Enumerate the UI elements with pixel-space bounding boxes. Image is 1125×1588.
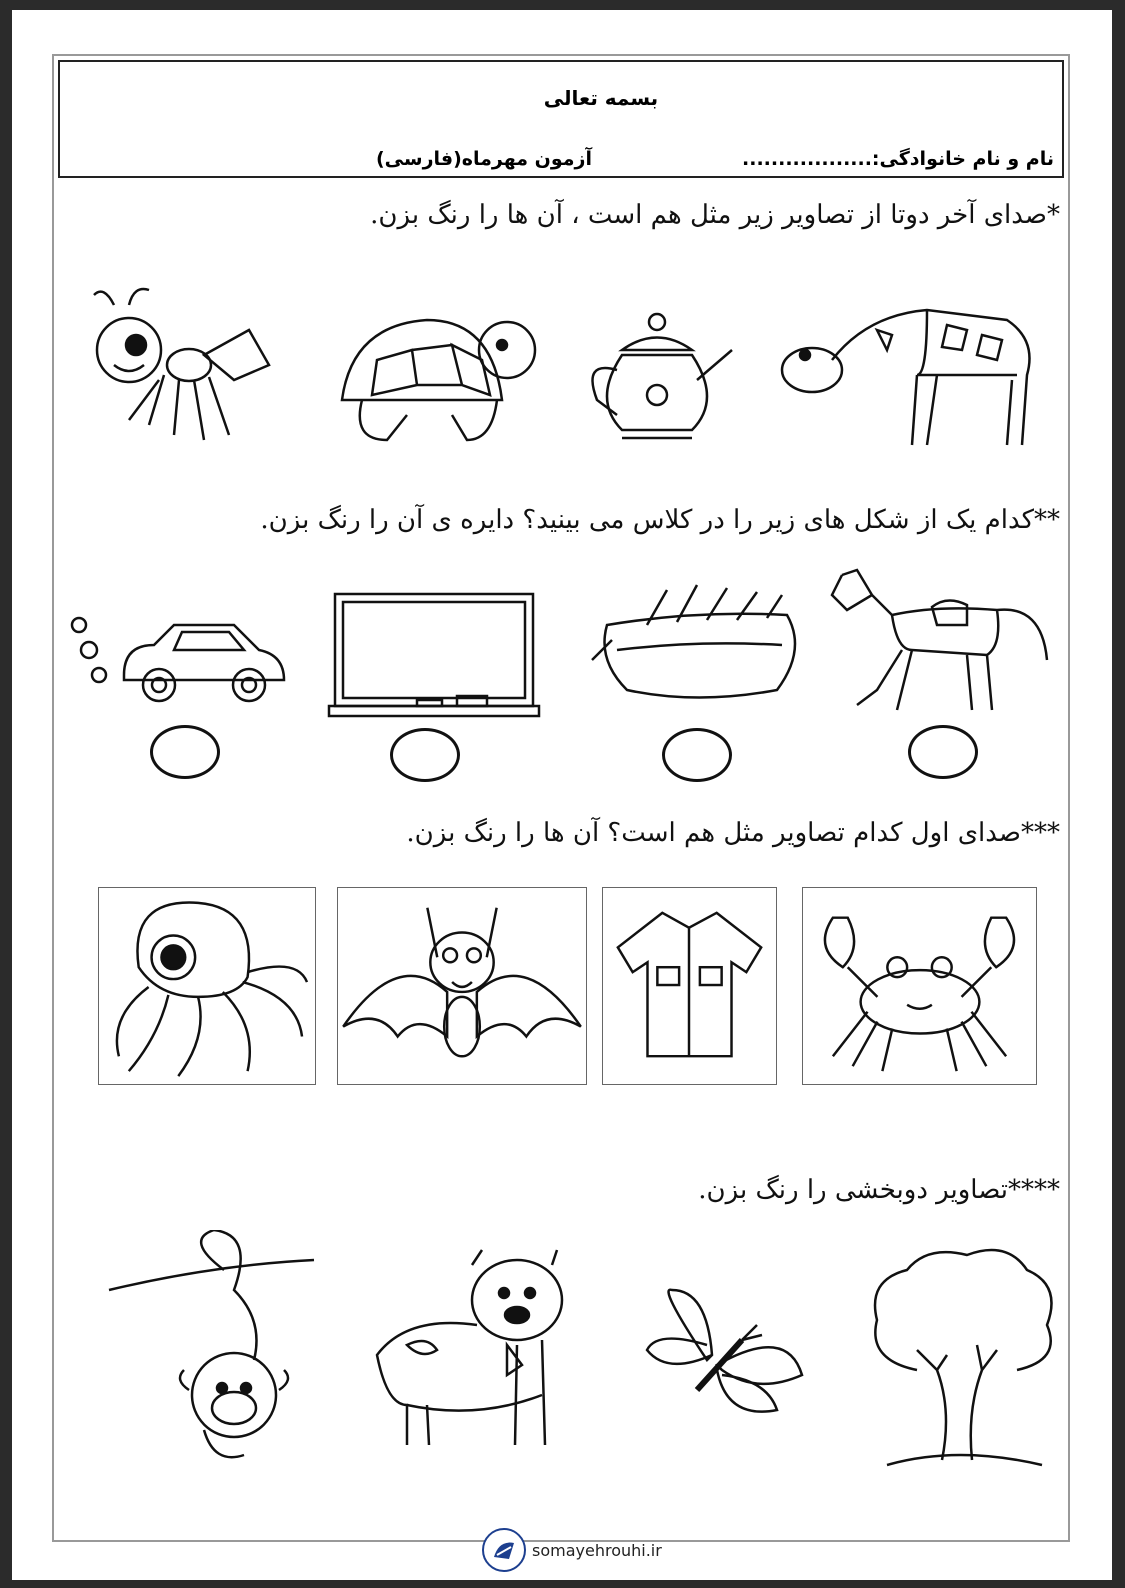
teapot-icon [577,310,737,450]
octopus-icon [98,887,316,1085]
footer-url[interactable]: somayehrouhi.ir [532,1540,662,1560]
question-3: ***صدای اول کدام تصاویر مثل هم است؟ آن ها را رنگ بزن. [406,818,1060,848]
giraffe-icon [777,295,1047,455]
pencil-case-icon [587,580,812,710]
cow-icon [367,1245,582,1455]
answer-circle-horse[interactable] [908,725,978,779]
ant-icon [74,285,274,455]
question-1: *صدای آخر دوتا از تصاویر زیر مثل هم است ، آن ها را رنگ بزن. [370,200,1060,230]
car-icon [64,600,294,710]
bat-icon [337,887,587,1085]
question-4: ****تصاویر دوبخشی را رنگ بزن. [698,1175,1060,1205]
crab-icon [802,887,1037,1085]
exam-title: آزمون مهرماه(فارسی) [376,148,592,170]
worksheet-page [12,10,1112,1580]
answer-circle-car[interactable] [150,725,220,779]
tree-icon [857,1240,1067,1480]
question-2: **کدام یک از شکل های زیر را در کلاس می بینید؟ دایره ی آن را رنگ بزن. [260,505,1060,535]
turtle-icon [332,305,542,455]
answer-circle-pencil-case[interactable] [662,728,732,782]
butterfly-icon [637,1285,807,1425]
monkey-icon [104,1230,324,1470]
site-logo-icon [482,1528,526,1572]
shirt-icon [602,887,777,1085]
basmala-title: بسمه تعالی [543,86,659,110]
footer [482,1528,662,1572]
horse-icon [827,565,1052,715]
name-field-label: نام و نام خانوادگی:.................. [742,148,1054,170]
blackboard-icon [327,590,542,720]
answer-circle-blackboard[interactable] [390,728,460,782]
header-box [58,60,1064,178]
